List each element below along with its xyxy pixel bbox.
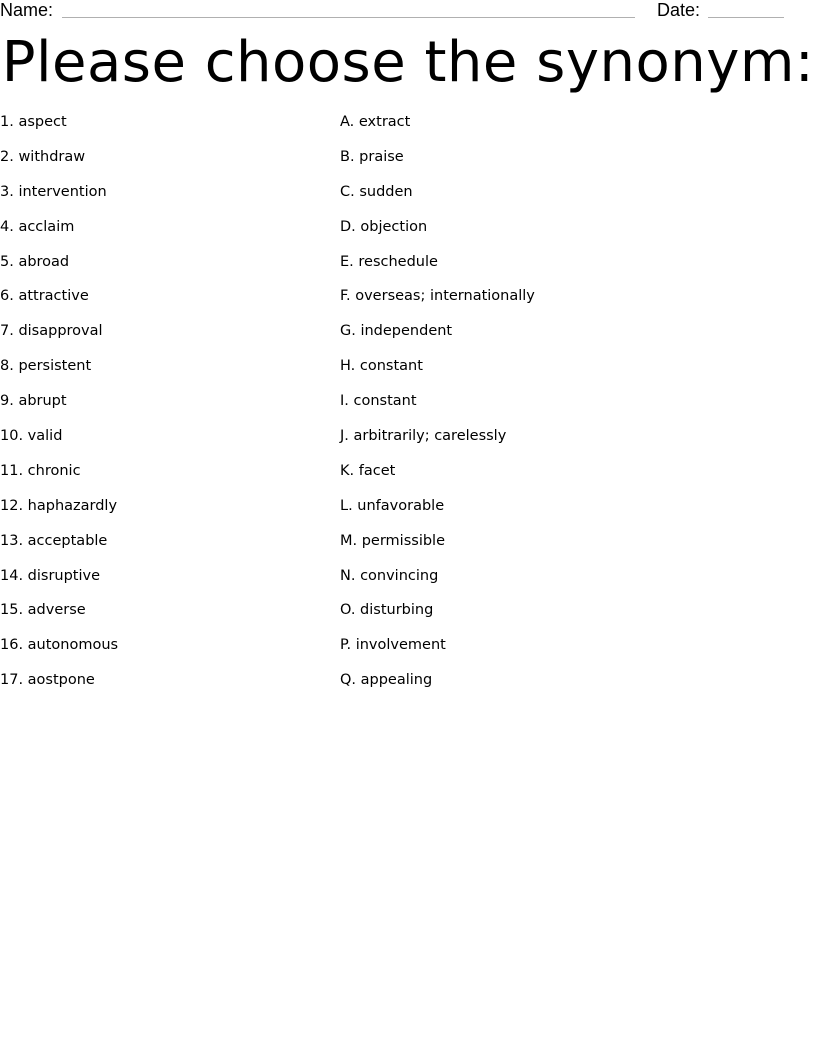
word-item: 2. withdraw [0, 148, 86, 165]
word-item: 3. intervention [0, 183, 107, 200]
date-label: Date: [657, 0, 701, 20]
word-item: 1. aspect [0, 114, 67, 130]
word-item: 5. abroad [0, 253, 70, 270]
word-item: 12. haphazardly [0, 497, 118, 514]
word-item: 7. disapproval [0, 323, 103, 340]
synonym-item: B. praise [340, 148, 404, 165]
word-item: 4. acclaim [0, 218, 75, 235]
word-list [0, 112, 330, 705]
page-title: Please choose the synonym: [1, 30, 815, 95]
word-item: 17. aostpone [0, 672, 95, 689]
synonym-item: D. objection [340, 218, 428, 235]
word-item: 13. acceptable [0, 532, 108, 549]
synonym-item: M. permissible [340, 532, 446, 549]
worksheet-header [0, 0, 816, 22]
synonym-item: F. overseas; internationally [340, 288, 535, 305]
synonym-item: P. involvement [340, 637, 446, 654]
synonym-item: G. independent [340, 323, 453, 340]
word-item: 8. persistent [0, 358, 92, 375]
word-item: 14. disruptive [0, 567, 101, 584]
word-item: 9. abrupt [0, 393, 67, 410]
word-item: 10. valid [0, 428, 63, 445]
synonym-item: Q. appealing [340, 672, 433, 689]
synonym-item: A. extract [340, 114, 411, 130]
synonym-item: J. arbitrarily; carelessly [340, 428, 507, 445]
synonym-list [340, 112, 800, 705]
name-blank-line [62, 17, 635, 18]
synonym-item: I. constant [340, 393, 417, 410]
synonym-item: L. unfavorable [340, 497, 445, 514]
synonym-item: K. facet [340, 462, 396, 479]
word-item: 6. attractive [0, 288, 89, 305]
word-item: 11. chronic [0, 462, 81, 479]
name-label: Name: [0, 0, 54, 20]
synonym-item: H. constant [340, 358, 423, 375]
synonym-item: E. reschedule [340, 253, 438, 270]
word-item: 16. autonomous [0, 637, 119, 654]
date-blank-line [708, 17, 784, 18]
word-item: 15. adverse [0, 602, 86, 619]
synonym-item: N. convincing [340, 567, 439, 584]
synonym-item: C. sudden [340, 183, 413, 200]
synonym-item: O. disturbing [340, 602, 434, 619]
